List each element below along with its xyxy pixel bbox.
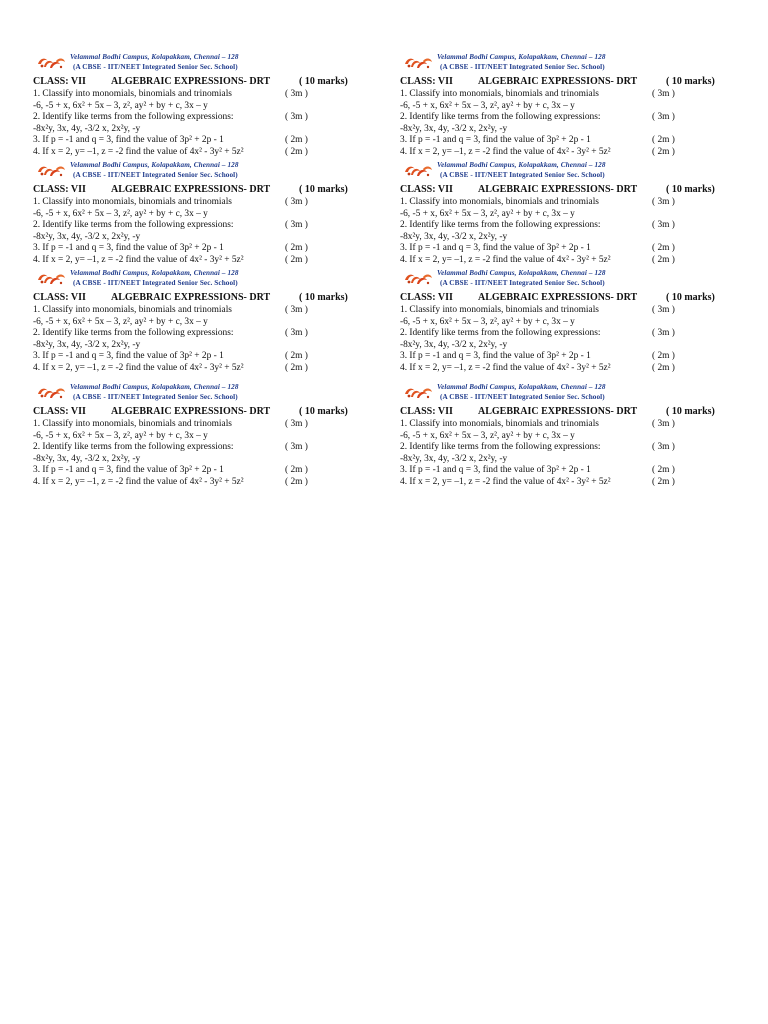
question-1-marks: ( 3m ) [652,305,675,315]
question-4 [33,477,378,489]
question-3-text: 3. If p = -1 and q = 3, find the value of 3p² + 2p - 1 [400,135,591,146]
question-1 [400,305,745,317]
question-1-text: 1. Classify into monomials, binomials and trinomials [33,89,232,99]
title-row [400,406,745,419]
question-1-text: 1. Classify into monomials, binomials and trinomials [400,419,599,429]
question-4-text: 4. If x = 2, y= –1, z = -2 find the value of 4x² - 3y² + 5z² [33,254,244,265]
question-4-text: 4. If x = 2, y= –1, z = -2 find the value of 4x² - 3y² + 5z² [400,362,611,373]
question-3 [400,351,745,363]
question-4-marks: ( 2m ) [285,254,308,265]
question-3 [33,351,378,363]
title-row [33,406,378,419]
school-affiliation: (A CBSE - IIT/NEET Integrated Senior Sec. School) [440,393,605,401]
school-header [400,382,745,406]
question-1 [33,197,378,209]
worksheet-slip [33,382,378,490]
question-4-marks: ( 2m ) [285,362,308,373]
question-3-text: 3. If p = -1 and q = 3, find the value of 3p² + 2p - 1 [400,465,591,476]
question-1 [400,419,745,431]
question-1 [33,419,378,431]
worksheet-slip [33,52,378,160]
question-1-marks: ( 3m ) [285,197,308,207]
question-1-expressions: -6, -5 + x, 6x² + 5x – 3, z², ay² + by + c, 3x – y [400,100,575,111]
class-label: CLASS: VII [33,76,86,87]
question-2-items [400,124,745,136]
question-4-text: 4. If x = 2, y= –1, z = -2 find the value of 4x² - 3y² + 5z² [33,146,244,157]
title-row [33,292,378,305]
question-1-items [400,209,745,221]
question-1-items [33,209,378,221]
total-marks: ( 10 marks) [299,76,348,87]
question-2 [33,442,378,454]
class-label: CLASS: VII [400,184,453,195]
total-marks: ( 10 marks) [666,76,715,87]
worksheet-slip [33,268,378,376]
question-3-marks: ( 2m ) [285,465,308,476]
school-affiliation: (A CBSE - IIT/NEET Integrated Senior Sec. School) [73,171,238,179]
question-2-text: 2. Identify like terms from the following expressions: [33,112,234,123]
question-1-text: 1. Classify into monomials, binomials and trinomials [33,305,232,315]
question-1-text: 1. Classify into monomials, binomials and trinomials [33,419,232,429]
question-4 [33,363,378,375]
question-1-expressions: -6, -5 + x, 6x² + 5x – 3, z², ay² + by + c, 3x – y [33,316,208,327]
school-logo-icon [403,271,433,287]
total-marks: ( 10 marks) [299,292,348,303]
school-header [33,160,378,184]
title-row [400,292,745,305]
question-2-expressions: -8x²y, 3x, 4y, -3/2 x, 2x²y, -y [400,123,508,134]
school-header [400,52,745,76]
question-1-expressions: -6, -5 + x, 6x² + 5x – 3, z², ay² + by + c, 3x – y [33,208,208,219]
question-3 [33,465,378,477]
school-name: Velammal Bodhi Campus, Kolapakkam, Chennai – 128 [437,383,606,391]
question-2-expressions: -8x²y, 3x, 4y, -3/2 x, 2x²y, -y [33,231,141,242]
total-marks: ( 10 marks) [299,184,348,195]
question-1-marks: ( 3m ) [285,305,308,315]
question-4-text: 4. If x = 2, y= –1, z = -2 find the value of 4x² - 3y² + 5z² [400,146,611,157]
school-logo-icon [36,385,66,401]
question-1-items [400,431,745,443]
question-1-items [33,431,378,443]
question-4-text: 4. If x = 2, y= –1, z = -2 find the value of 4x² - 3y² + 5z² [33,476,244,487]
test-title: ALGEBRAIC EXPRESSIONS- DRT [111,406,271,417]
question-3 [400,243,745,255]
test-title: ALGEBRAIC EXPRESSIONS- DRT [478,406,638,417]
question-3-text: 3. If p = -1 and q = 3, find the value of 3p² + 2p - 1 [33,135,224,146]
question-3 [33,135,378,147]
question-2-text: 2. Identify like terms from the following expressions: [400,220,601,231]
total-marks: ( 10 marks) [666,292,715,303]
question-2 [400,442,745,454]
question-2-items [33,340,378,352]
question-2-text: 2. Identify like terms from the following expressions: [400,328,601,339]
worksheet-slip [400,160,745,268]
school-logo-icon [36,55,66,71]
test-title: ALGEBRAIC EXPRESSIONS- DRT [111,292,271,303]
question-1-expressions: -6, -5 + x, 6x² + 5x – 3, z², ay² + by + c, 3x – y [400,316,575,327]
test-title: ALGEBRAIC EXPRESSIONS- DRT [478,184,638,195]
question-3-marks: ( 2m ) [285,135,308,146]
school-affiliation: (A CBSE - IIT/NEET Integrated Senior Sec. School) [73,63,238,71]
question-2-expressions: -8x²y, 3x, 4y, -3/2 x, 2x²y, -y [400,339,508,350]
question-4 [33,255,378,267]
worksheet-slip [400,268,745,376]
question-1-text: 1. Classify into monomials, binomials and trinomials [400,197,599,207]
question-4-text: 4. If x = 2, y= –1, z = -2 find the value of 4x² - 3y² + 5z² [400,254,611,265]
question-2 [33,112,378,124]
question-1-expressions: -6, -5 + x, 6x² + 5x – 3, z², ay² + by + c, 3x – y [400,430,575,441]
question-2-text: 2. Identify like terms from the following expressions: [33,328,234,339]
question-3-text: 3. If p = -1 and q = 3, find the value of 3p² + 2p - 1 [400,243,591,254]
question-2-expressions: -8x²y, 3x, 4y, -3/2 x, 2x²y, -y [33,453,141,464]
title-row [33,76,378,89]
question-2-marks: ( 3m ) [652,220,675,231]
worksheet-slip [33,160,378,268]
question-4-marks: ( 2m ) [652,476,675,487]
school-affiliation: (A CBSE - IIT/NEET Integrated Senior Sec. School) [440,171,605,179]
school-header [33,382,378,406]
question-2-marks: ( 3m ) [285,328,308,339]
question-1 [33,89,378,101]
question-2-marks: ( 3m ) [285,220,308,231]
school-logo-icon [403,385,433,401]
title-row [33,184,378,197]
question-1-marks: ( 3m ) [652,419,675,429]
class-label: CLASS: VII [33,292,86,303]
question-2 [400,112,745,124]
school-name: Velammal Bodhi Campus, Kolapakkam, Chennai – 128 [70,383,239,391]
school-affiliation: (A CBSE - IIT/NEET Integrated Senior Sec. School) [440,279,605,287]
title-row [400,184,745,197]
question-2-items [400,232,745,244]
question-4 [400,363,745,375]
total-marks: ( 10 marks) [666,184,715,195]
question-1-marks: ( 3m ) [652,197,675,207]
question-1-text: 1. Classify into monomials, binomials and trinomials [33,197,232,207]
question-4-text: 4. If x = 2, y= –1, z = -2 find the value of 4x² - 3y² + 5z² [33,362,244,373]
question-2-marks: ( 3m ) [285,112,308,123]
question-2-expressions: -8x²y, 3x, 4y, -3/2 x, 2x²y, -y [33,123,141,134]
question-3 [400,465,745,477]
question-2-marks: ( 3m ) [652,442,675,453]
question-1-expressions: -6, -5 + x, 6x² + 5x – 3, z², ay² + by + c, 3x – y [33,430,208,441]
question-3 [400,135,745,147]
test-title: ALGEBRAIC EXPRESSIONS- DRT [478,292,638,303]
question-4-marks: ( 2m ) [285,476,308,487]
question-4-marks: ( 2m ) [652,362,675,373]
title-row [400,76,745,89]
class-label: CLASS: VII [400,292,453,303]
worksheet-slip [400,52,745,160]
school-name: Velammal Bodhi Campus, Kolapakkam, Chennai – 128 [70,269,239,277]
question-2-expressions: -8x²y, 3x, 4y, -3/2 x, 2x²y, -y [400,453,508,464]
question-1-expressions: -6, -5 + x, 6x² + 5x – 3, z², ay² + by + c, 3x – y [33,100,208,111]
question-1-items [400,101,745,113]
question-2 [33,328,378,340]
school-affiliation: (A CBSE - IIT/NEET Integrated Senior Sec. School) [73,279,238,287]
question-2 [400,328,745,340]
question-3-marks: ( 2m ) [652,135,675,146]
school-name: Velammal Bodhi Campus, Kolapakkam, Chennai – 128 [70,53,239,61]
question-4 [400,255,745,267]
question-3-marks: ( 2m ) [285,351,308,362]
question-3-text: 3. If p = -1 and q = 3, find the value of 3p² + 2p - 1 [400,351,591,362]
school-header [33,52,378,76]
question-2-marks: ( 3m ) [652,112,675,123]
question-2 [400,220,745,232]
question-3-text: 3. If p = -1 and q = 3, find the value of 3p² + 2p - 1 [33,465,224,476]
worksheet-slip [400,382,745,490]
school-header [400,160,745,184]
question-1-marks: ( 3m ) [285,89,308,99]
question-2-items [33,124,378,136]
question-3-text: 3. If p = -1 and q = 3, find the value of 3p² + 2p - 1 [33,351,224,362]
school-name: Velammal Bodhi Campus, Kolapakkam, Chennai – 128 [437,269,606,277]
school-header [400,268,745,292]
class-label: CLASS: VII [33,184,86,195]
question-2-expressions: -8x²y, 3x, 4y, -3/2 x, 2x²y, -y [33,339,141,350]
school-header [33,268,378,292]
school-name: Velammal Bodhi Campus, Kolapakkam, Chennai – 128 [437,53,606,61]
question-1-items [33,101,378,113]
question-4 [400,477,745,489]
question-2-marks: ( 3m ) [285,442,308,453]
school-logo-icon [36,271,66,287]
question-1 [400,89,745,101]
question-1-items [33,317,378,329]
question-1-text: 1. Classify into monomials, binomials and trinomials [400,305,599,315]
question-4-marks: ( 2m ) [652,146,675,157]
total-marks: ( 10 marks) [299,406,348,417]
question-2-items [33,232,378,244]
question-4-marks: ( 2m ) [285,146,308,157]
question-3-marks: ( 2m ) [652,465,675,476]
test-title: ALGEBRAIC EXPRESSIONS- DRT [111,184,271,195]
question-1-marks: ( 3m ) [652,89,675,99]
question-3-text: 3. If p = -1 and q = 3, find the value of 3p² + 2p - 1 [33,243,224,254]
question-2-text: 2. Identify like terms from the following expressions: [400,112,601,123]
question-4-marks: ( 2m ) [652,254,675,265]
question-2-items [400,454,745,466]
school-logo-icon [403,163,433,179]
question-1-items [400,317,745,329]
class-label: CLASS: VII [400,76,453,87]
school-name: Velammal Bodhi Campus, Kolapakkam, Chennai – 128 [437,161,606,169]
test-title: ALGEBRAIC EXPRESSIONS- DRT [111,76,271,87]
question-2-marks: ( 3m ) [652,328,675,339]
question-1 [33,305,378,317]
question-1-text: 1. Classify into monomials, binomials and trinomials [400,89,599,99]
question-1-marks: ( 3m ) [285,419,308,429]
question-1 [400,197,745,209]
total-marks: ( 10 marks) [666,406,715,417]
question-2-items [33,454,378,466]
school-affiliation: (A CBSE - IIT/NEET Integrated Senior Sec. School) [440,63,605,71]
question-2-text: 2. Identify like terms from the following expressions: [33,220,234,231]
question-2 [33,220,378,232]
question-2-text: 2. Identify like terms from the following expressions: [400,442,601,453]
school-name: Velammal Bodhi Campus, Kolapakkam, Chennai – 128 [70,161,239,169]
question-1-expressions: -6, -5 + x, 6x² + 5x – 3, z², ay² + by + c, 3x – y [400,208,575,219]
question-3-marks: ( 2m ) [285,243,308,254]
question-3-marks: ( 2m ) [652,243,675,254]
test-title: ALGEBRAIC EXPRESSIONS- DRT [478,76,638,87]
question-2-text: 2. Identify like terms from the following expressions: [33,442,234,453]
class-label: CLASS: VII [400,406,453,417]
school-affiliation: (A CBSE - IIT/NEET Integrated Senior Sec. School) [73,393,238,401]
question-3-marks: ( 2m ) [652,351,675,362]
question-3 [33,243,378,255]
school-logo-icon [36,163,66,179]
question-4 [400,147,745,159]
question-2-expressions: -8x²y, 3x, 4y, -3/2 x, 2x²y, -y [400,231,508,242]
question-2-items [400,340,745,352]
question-4 [33,147,378,159]
school-logo-icon [403,55,433,71]
class-label: CLASS: VII [33,406,86,417]
question-4-text: 4. If x = 2, y= –1, z = -2 find the value of 4x² - 3y² + 5z² [400,476,611,487]
